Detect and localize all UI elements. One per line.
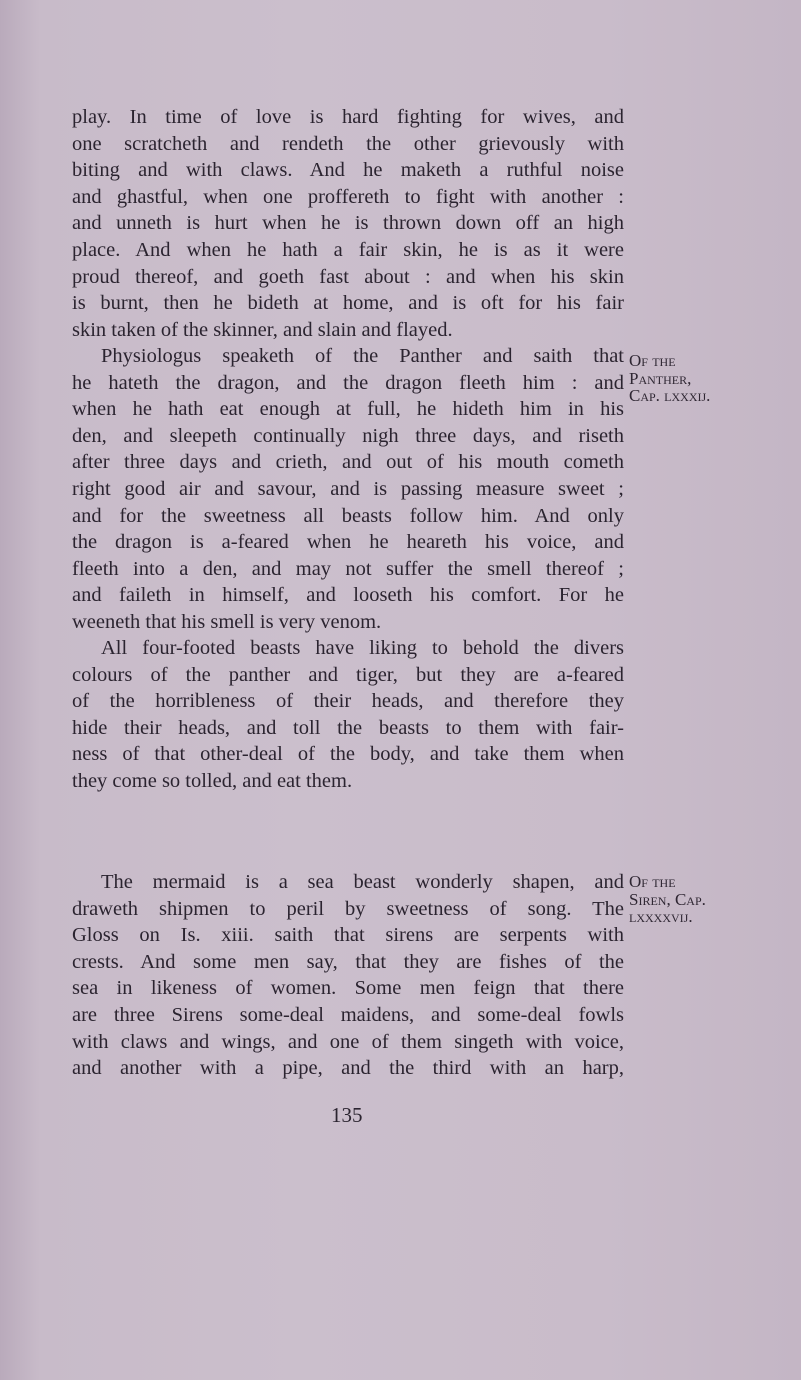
text-line: when he hath eat enough at full, he hideth him in his (72, 398, 624, 421)
paragraph-skin (72, 104, 624, 343)
text-line: and ghastful, when one proffereth to fight with another : (72, 185, 624, 208)
text-line: biting and with claws. And he maketh a ruthful noise (72, 159, 624, 182)
text-line: draweth shipmen to peril by sweetness of song. The (72, 897, 624, 920)
margin-note-line: Panther, (629, 368, 692, 388)
margin-note-panther (629, 352, 710, 405)
text-line: All four-footed beasts have liking to behold the divers (101, 637, 624, 659)
text-line: hide their heads, and toll the beasts to them with fair- (72, 716, 624, 739)
text-line: and faileth in himself, and looseth his comfort. For he (72, 584, 624, 607)
text-line: skin taken of the skinner, and slain and flayed. (72, 318, 453, 341)
text-line: of the horribleness of their heads, and therefore they (72, 690, 624, 713)
text-line: sea in likeness of women. Some men feign that there (72, 977, 624, 1000)
paragraph-panther (72, 343, 624, 636)
text-line: they come so tolled, and eat them. (72, 769, 353, 792)
margin-note-line: Siren, Cap. (629, 889, 706, 909)
text-line: weeneth that his smell is very venom. (72, 610, 382, 633)
text-line: one scratcheth and rendeth the other grievously with (72, 132, 624, 155)
text-line: and unneth is hurt when he is thrown down off an high (72, 212, 624, 235)
text-line: ness of that other-deal of the body, and take them when (72, 743, 624, 766)
text-line: and another with a pipe, and the third with an harp, (72, 1057, 624, 1080)
text-line: den, and sleepeth continually nigh three days, and riseth (72, 424, 624, 447)
text-line: is burnt, then he bideth at home, and is oft for his fair (72, 292, 624, 315)
text-line: place. And when he hath a fair skin, he is as it were (72, 238, 624, 261)
text-line: after three days and crieth, and out of his mouth cometh (72, 451, 624, 474)
margin-note-siren (629, 873, 706, 926)
margin-note-line: Cap. lxxxij. (629, 386, 711, 405)
paragraph-four-footed (72, 635, 624, 795)
text-line: The mermaid is a sea beast wonderly shapen, and (101, 871, 624, 893)
margin-note-line: lxxxxvij. (629, 907, 693, 926)
text-line: colours of the panther and tiger, but they are a-feared (72, 663, 624, 686)
margin-note-line: Of the (629, 872, 676, 891)
text-line: Gloss on Is. xiii. saith that sirens are serpents with (72, 924, 624, 947)
text-line: are three Sirens some-deal maidens, and some-deal fowls (72, 1003, 624, 1026)
text-line: he hateth the dragon, and the dragon fleeth him : and (72, 371, 624, 394)
text-line: Physiologus speaketh of the Panther and saith that (101, 345, 624, 367)
margin-note-line: Of the (629, 351, 676, 370)
page-number: 135 (331, 1103, 363, 1127)
paragraph-mermaid (72, 869, 624, 1082)
text-line: and for the sweetness all beasts follow him. And only (72, 504, 624, 527)
text-line: with claws and wings, and one of them singeth with voice, (72, 1030, 624, 1053)
text-line: proud thereof, and goeth fast about : and when his skin (72, 265, 624, 288)
text-line: crests. And some men say, that they are fishes of the (72, 950, 624, 973)
text-line: the dragon is a-feared when he heareth his voice, and (72, 531, 624, 554)
text-line: play. In time of love is hard fighting for wives, and (72, 106, 624, 128)
text-line: fleeth into a den, and may not suffer the smell thereof ; (72, 557, 624, 580)
text-line: right good air and savour, and is passing measure sweet ; (72, 477, 624, 500)
